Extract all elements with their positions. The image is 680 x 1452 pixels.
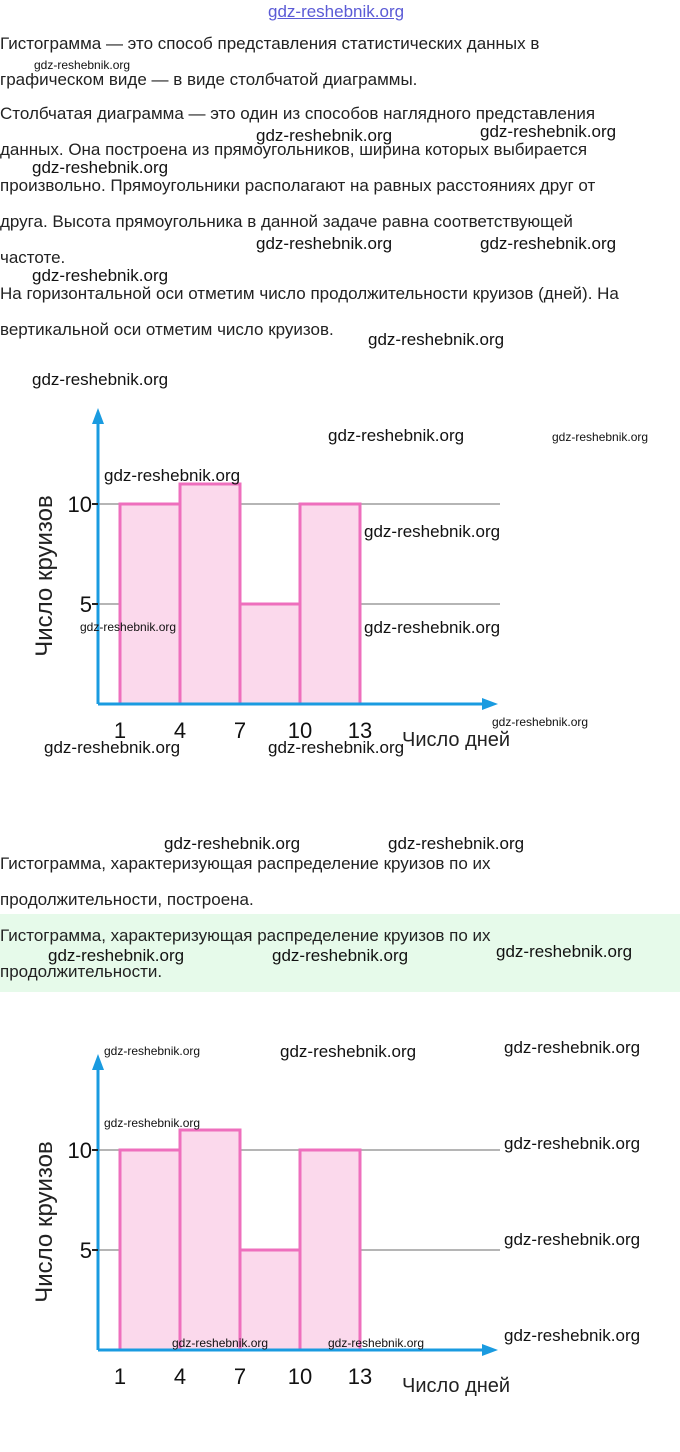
histogram-bar xyxy=(180,484,240,704)
paragraph-line: вертикальной оси отметим число круизов. xyxy=(0,320,334,339)
watermark: gdz-reshebnik.org xyxy=(504,1326,641,1345)
watermark: gdz-reshebnik.org xyxy=(32,370,169,389)
x-tick-label: 1 xyxy=(113,718,127,743)
histogram-bar xyxy=(120,504,180,704)
paragraph-line: данных. Она построена из прямоугольников, ширина которых выбирается xyxy=(0,140,588,159)
x-tick-label: 7 xyxy=(233,718,247,743)
watermark: gdz-reshebnik.org xyxy=(504,1038,641,1057)
watermark: gdz-reshebnik.org xyxy=(104,1044,201,1058)
histogram-bar xyxy=(300,1150,360,1350)
x-axis-arrow xyxy=(482,1344,498,1356)
watermark: gdz-reshebnik.org xyxy=(256,234,393,253)
watermark: gdz-reshebnik.org xyxy=(48,946,185,965)
answer-line: Гистограмма, характеризующая распределение круизов по их xyxy=(0,926,491,945)
x-axis-label: Число дней xyxy=(402,729,511,751)
answer-line: продолжительности. xyxy=(0,962,163,981)
x-tick-label: 10 xyxy=(287,1364,313,1389)
paragraph-line: частоте. xyxy=(0,248,66,267)
x-axis-label: Число дней xyxy=(402,1375,511,1397)
histogram-bar xyxy=(240,1250,300,1350)
watermark: gdz-reshebnik.org xyxy=(256,126,393,145)
y-axis-label: Число круизов xyxy=(31,495,58,657)
paragraph-line: Столбчатая диаграмма — это один из способов наглядного представления xyxy=(0,104,596,123)
watermark: gdz-reshebnik.org xyxy=(492,715,589,729)
paragraph-line: На горизонтальной оси отметим число продолжительности круизов (дней). На xyxy=(0,284,619,303)
x-tick-label: 1 xyxy=(113,1364,127,1389)
y-tick-label: 5 xyxy=(79,592,92,617)
y-axis-arrow xyxy=(92,408,104,424)
site-link[interactable]: gdz-reshebnik.org xyxy=(268,2,405,21)
y-tick-label: 10 xyxy=(67,1138,92,1163)
watermark: gdz-reshebnik.org xyxy=(364,618,501,637)
x-tick-label: 4 xyxy=(173,1364,187,1389)
watermark: gdz-reshebnik.org xyxy=(268,738,405,757)
watermark: gdz-reshebnik.org xyxy=(328,426,465,445)
histogram-bar xyxy=(240,604,300,704)
watermark: gdz-reshebnik.org xyxy=(32,158,169,177)
watermark: gdz-reshebnik.org xyxy=(44,738,181,757)
watermark: gdz-reshebnik.org xyxy=(388,834,525,853)
watermark: gdz-reshebnik.org xyxy=(480,234,617,253)
watermark: gdz-reshebnik.org xyxy=(504,1230,641,1249)
watermark: gdz-reshebnik.org xyxy=(328,1336,425,1350)
paragraph-line: друга. Высота прямоугольника в данной задаче равна соответствующей xyxy=(0,212,573,231)
paragraph-line: продолжительности, построена. xyxy=(0,890,254,909)
x-tick-label: 13 xyxy=(347,1364,373,1389)
watermark: gdz-reshebnik.org xyxy=(364,522,501,541)
x-tick-label: 7 xyxy=(233,1364,247,1389)
paragraph-line: произвольно. Прямоугольники располагают на равных расстояниях друг от xyxy=(0,176,596,195)
watermark: gdz-reshebnik.org xyxy=(504,1134,641,1153)
watermark: gdz-reshebnik.org xyxy=(496,942,633,961)
y-tick-label: 5 xyxy=(79,1238,92,1263)
paragraph-line: графическом виде — в виде столбчатой диаграммы. xyxy=(0,70,418,89)
watermark: gdz-reshebnik.org xyxy=(104,466,241,485)
paragraph-line: Гистограмма, характеризующая распределение круизов по их xyxy=(0,854,491,873)
watermark: gdz-reshebnik.org xyxy=(172,1336,269,1350)
watermark: gdz-reshebnik.org xyxy=(34,58,131,72)
histogram-bar xyxy=(300,504,360,704)
histogram-chart xyxy=(0,390,680,790)
watermark: gdz-reshebnik.org xyxy=(280,1042,417,1061)
watermark: gdz-reshebnik.org xyxy=(104,1116,201,1130)
histogram-bar xyxy=(120,1150,180,1350)
watermark: gdz-reshebnik.org xyxy=(552,430,649,444)
x-axis-arrow xyxy=(482,698,498,710)
y-axis-label: Число круизов xyxy=(31,1141,58,1303)
paragraph-line: Гистограмма — это способ представления статистических данных в xyxy=(0,34,540,53)
watermark: gdz-reshebnik.org xyxy=(164,834,301,853)
watermark: gdz-reshebnik.org xyxy=(480,122,617,141)
y-tick-label: 10 xyxy=(67,492,92,517)
x-tick-label: 13 xyxy=(347,718,373,743)
x-tick-label: 10 xyxy=(287,718,313,743)
x-tick-label: 4 xyxy=(173,718,187,743)
y-axis-arrow xyxy=(92,1054,104,1070)
watermark: gdz-reshebnik.org xyxy=(368,330,505,349)
watermark: gdz-reshebnik.org xyxy=(32,266,169,285)
histogram-bar xyxy=(180,1130,240,1350)
watermark: gdz-reshebnik.org xyxy=(272,946,409,965)
watermark: gdz-reshebnik.org xyxy=(80,620,177,634)
